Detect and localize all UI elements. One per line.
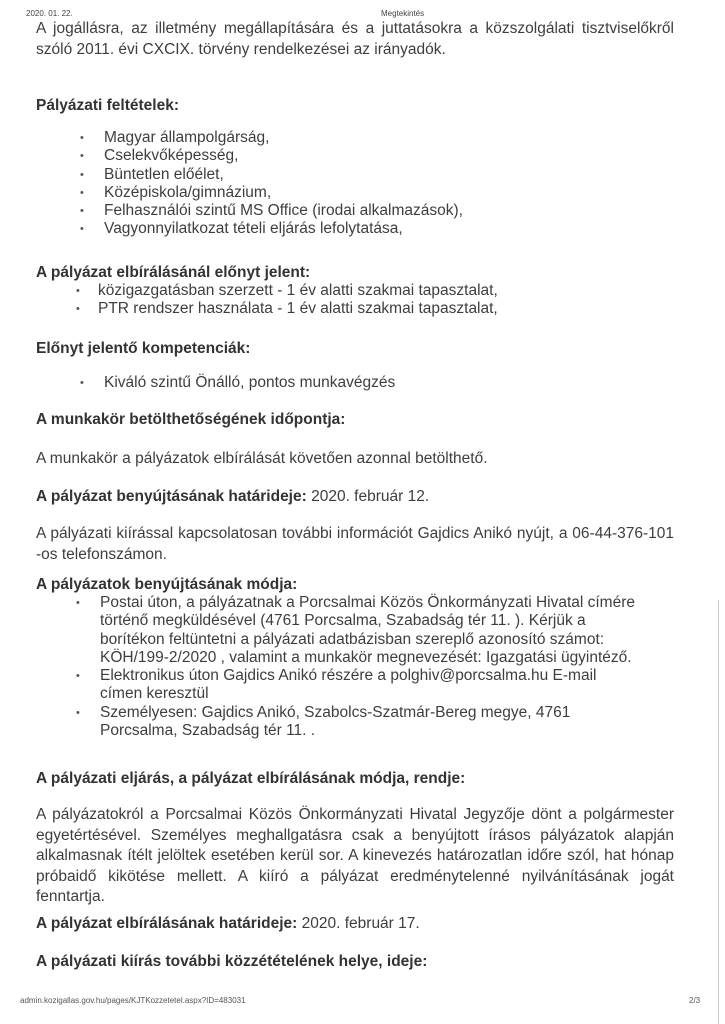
list-item: • Elektronikus úton Gajdics Anikó részére a polghiv@porcsalma.hu E-mail címen keresztül xyxy=(76,667,597,703)
bullet-icon: • xyxy=(80,132,84,144)
list-item: • Kiváló szintű Önálló, pontos munkavégzés xyxy=(80,374,396,391)
deadline-value: 2020. február 12. xyxy=(306,488,430,505)
bullet-icon: • xyxy=(76,706,80,719)
bullet-icon: • xyxy=(80,205,84,218)
conditions-heading: Pályázati feltételek: xyxy=(36,97,180,114)
procedure-text: A pályázatokról a Porcsalmai Közös Önkormányzati Hivatal Jegyzője dönt a polgármester egyetértésével. Személyes meghallgatásra csak a benyújtott írásos pályázatok alapján alkalmasnak ítélt jelöltek esetében kerül sor. A kinevezés határozatlan időre szól, hat hónap próbaidő kikötése mellett. A kiíró a pályázat eredménytelenné nyilvánításának jogát fenntartja. xyxy=(36,806,674,905)
list-item: • Magyar állampolgárság, xyxy=(80,129,270,146)
bullet-icon: • xyxy=(76,597,80,609)
decision-deadline-value: 2020. február 17. xyxy=(297,915,420,932)
list-item: • Postai úton, a pályázatnak a Porcsalmai Közös Önkormányzati Hivatal címére történő megküldésével (4761 Porcsalma, Szabadság tér 11. ). Kérjük a borítékon feltüntetni a pályázati adatbázisban szereplő azonosító számot: KÖH/199-2/2020 , valamint a munkakör megnevezését: Igazgatási ügyintéző. xyxy=(76,594,635,666)
bullet-icon: • xyxy=(76,303,80,316)
bullet-icon: • xyxy=(80,223,84,236)
list-item: • Személyesen: Gajdics Anikó, Szabolcs-Szatmár-Bereg megye, 4761 Porcsalma, Szabadság tér 11. . xyxy=(76,703,571,740)
decision-deadline-label: A pályázat elbírálásának határideje: xyxy=(36,915,298,932)
submission-deadline xyxy=(36,486,674,507)
conditions-list xyxy=(36,129,674,239)
list-item: • PTR rendszer használata - 1 év alatti szakmai tapasztalat, xyxy=(76,300,498,318)
publication-heading: A pályázati kiírás további közzétételének helye, ideje: xyxy=(36,953,428,970)
bullet-icon: • xyxy=(80,186,84,199)
decision-deadline xyxy=(36,913,674,934)
start-text: A munkakör a pályázatok elbírálását követően azonnal betölthető. xyxy=(36,450,488,467)
print-date: 2020. 01. 22. xyxy=(26,9,73,18)
bullet-icon: • xyxy=(80,150,84,163)
bullet-icon: • xyxy=(76,670,80,683)
list-item: • Cselekvőképesség, xyxy=(80,147,239,165)
page-edge-divider xyxy=(718,600,719,1024)
list-item: • Büntetlen előélet, xyxy=(80,165,224,183)
list-item: • közigazgatásban szerzett - 1 év alatti szakmai tapasztalat, xyxy=(76,282,498,299)
print-title: Megtekintés xyxy=(381,9,425,18)
bullet-icon: • xyxy=(80,168,84,181)
start-heading: A munkakör betölthetőségének időpontja: xyxy=(36,411,346,428)
intro-paragraph: A jogállásra, az illetmény megállapítására és a juttatásokra a közszolgálati tisztviselőkről szóló 2011. évi CXCIX. törvény rendelkezései az irányadók. xyxy=(36,20,674,58)
bullet-icon: • xyxy=(76,285,80,297)
submission-list xyxy=(36,594,636,740)
deadline-label: A pályázat benyújtásának határideje: xyxy=(36,488,307,505)
footer-url: admin.kozigallas.gov.hu/pages/KJTKozzetetel.aspx?ID=483031 xyxy=(20,996,246,1005)
list-item: • Vagyonnyilatkozat tételi eljárás lefolytatása, xyxy=(80,220,403,238)
procedure-heading: A pályázati eljárás, a pályázat elbírálásának módja, rendje: xyxy=(36,770,466,787)
advantages-heading: A pályázat elbírálásánál előnyt jelent: xyxy=(36,264,311,281)
competencies-list xyxy=(36,374,674,392)
footer-page-number: 2/3 xyxy=(689,996,701,1005)
submission-heading: A pályázatok benyújtásának módja: xyxy=(36,576,298,593)
bullet-icon: • xyxy=(80,377,84,389)
contact-info: A pályázati kiírással kapcsolatosan további információt Gajdics Anikó nyújt, a 06-44-376-101 -os telefonszámon. xyxy=(36,525,674,563)
list-item: • Középiskola/gimnázium, xyxy=(80,183,272,201)
competencies-heading: Előnyt jelentő kompetenciák: xyxy=(36,340,251,357)
advantages-list xyxy=(36,282,674,319)
list-item: • Felhasználói szintű MS Office (irodai alkalmazások), xyxy=(80,202,463,220)
